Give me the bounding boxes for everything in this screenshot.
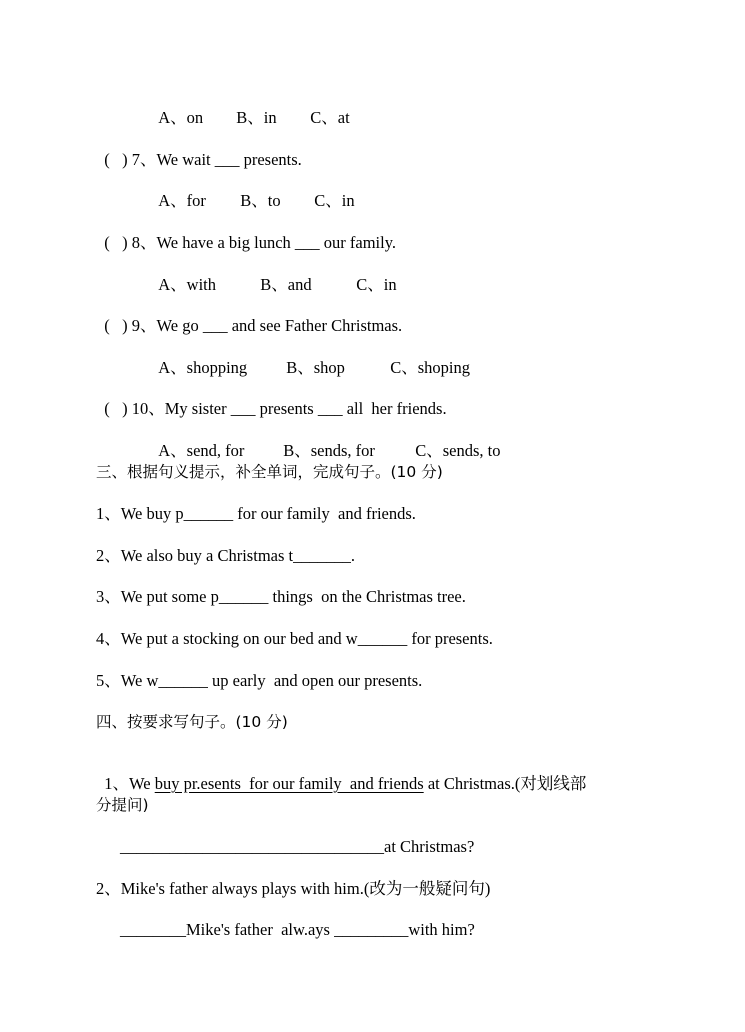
- q6-options: [150, 88, 350, 128]
- part4-q2-answer-line: ________Mike's father alw.ays _________with him?: [120, 920, 475, 939]
- answer-paren: ( ): [104, 233, 128, 252]
- q8-option-b: B、and: [260, 275, 312, 294]
- q7-option-b: B、to: [240, 191, 281, 210]
- q9-option-a: A、shopping: [158, 358, 248, 377]
- q9-option-b: B、shop: [286, 358, 345, 377]
- question-stem: 8、We have a big lunch ___ our family.: [131, 233, 397, 252]
- answer-paren: ( ): [104, 150, 128, 169]
- part4-q1-answer-line: ________________________________at Christmas?: [120, 837, 475, 856]
- q7-options: [150, 171, 355, 211]
- part4-question-2: 2、Mike's father always plays with him.(改为一般疑问句): [96, 879, 491, 898]
- q8-option-a: A、with: [158, 275, 216, 294]
- q7-option-c: C、in: [314, 191, 355, 210]
- question-stem: 10、My sister ___ presents ___ all her friends.: [131, 399, 447, 418]
- part4-q1-continuation: 分提问): [96, 796, 149, 814]
- part3-item-2: 2、We also buy a Christmas t_______.: [96, 546, 355, 565]
- part3-item-5: 5、We w______ up early and open our presents.: [96, 671, 423, 690]
- part4-question-1: [96, 754, 586, 794]
- question-9: [96, 296, 402, 336]
- q8-options: [150, 255, 397, 295]
- part3-item-1: 1、We buy p______ for our family and friends.: [96, 504, 416, 523]
- question-8: [96, 213, 396, 253]
- part4-heading: 四、按要求写句子。(10 分): [96, 713, 288, 731]
- q1-prefix: 1、We: [104, 774, 155, 793]
- part3-heading: 三、根据句义提示，补全单词，完成句子。(10 分): [96, 463, 443, 481]
- q7-option-a: A、for: [158, 191, 206, 210]
- q6-option-a: A、on: [158, 108, 204, 127]
- part3-item-3: 3、We put some p______ things on the Christmas tree.: [96, 587, 466, 606]
- q10-option-c: C、sends, to: [415, 441, 501, 460]
- q1-suffix: at Christmas.(对划线部: [423, 774, 587, 793]
- answer-paren: ( ): [104, 399, 128, 418]
- q1-underlined-part: buy pr.esents for our family and friends: [154, 774, 424, 793]
- question-stem: 9、We go ___ and see Father Christmas.: [131, 316, 403, 335]
- q8-option-c: C、in: [356, 275, 397, 294]
- q10-option-a: A、send, for: [158, 441, 245, 460]
- question-7: [96, 130, 302, 170]
- question-10: [96, 379, 447, 419]
- q9-option-c: C、shoping: [390, 358, 471, 377]
- answer-paren: ( ): [104, 316, 128, 335]
- q10-options: [150, 421, 501, 461]
- q6-option-c: C、at: [310, 108, 350, 127]
- q9-options: [150, 338, 470, 378]
- part3-item-4: 4、We put a stocking on our bed and w______ for presents.: [96, 629, 493, 648]
- q6-option-b: B、in: [236, 108, 277, 127]
- q10-option-b: B、sends, for: [283, 441, 375, 460]
- question-stem: 7、We wait ___ presents.: [131, 150, 302, 169]
